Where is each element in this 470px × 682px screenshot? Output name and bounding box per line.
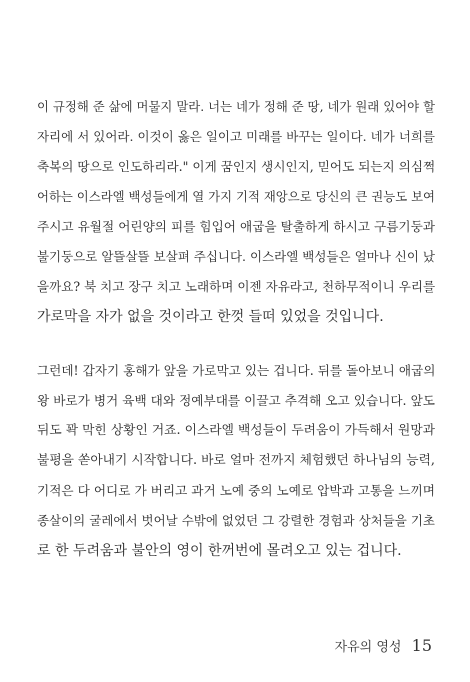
page-footer: [335, 636, 432, 655]
text-line: 로 한 두려움과 불안의 영이 한꺼번에 몰려오고 있는 겁니다.: [37, 543, 402, 559]
running-footer-title: 자유의 영성: [334, 640, 402, 655]
page-number: 15: [411, 636, 432, 655]
text-line: 자리에 서 있어라. 이것이 옳은 일이고 미래를 바꾸는 일이다. 네가 너희를: [37, 129, 435, 144]
paragraph-1: [37, 92, 435, 332]
text-line: 이 규정해 준 삶에 머물지 말라. 너는 네가 정해 준 땅, 네가 원래 있어야 할: [37, 100, 435, 114]
text-line: 그런데! 갑자기 홍해가 앞을 가로막고 있는 겁니다. 뒤를 돌아보니 애굽의: [37, 363, 436, 378]
text-line: 주시고 유월절 어린양의 피를 힘입어 애굽을 탈출하게 하시고 구름기둥과: [37, 219, 435, 234]
text-line: 기적은 다 어디로 가 버리고 과거 노예 중의 노예로 압박과 고통을 느끼며: [37, 483, 435, 498]
text-line: 불기둥으로 알뜰살뜰 보살펴 주십니다. 이스라엘 백성들은 얼마나 신이 났: [37, 249, 435, 264]
text-line: 종살이의 굴레에서 벗어날 수밖에 없었던 그 강렬한 경험과 상처들을 기초: [37, 513, 435, 528]
text-line: 왕 바로가 병거 육백 대와 정예부대를 이끌고 추격해 오고 있습니다. 앞도: [37, 393, 435, 408]
text-line: 축복의 땅으로 인도하리라." 이게 꿈인지 생시인지, 믿어도 되는지 의심쩍: [37, 159, 436, 174]
text-line: 뒤도 꽉 막힌 상황인 거죠. 이스라엘 백성들이 두려움이 가득해서 원망과: [37, 423, 435, 438]
paragraph-2: [37, 356, 435, 566]
text-line: 가로막을 자가 없을 것이라고 한껏 들떠 있었을 것입니다.: [37, 309, 384, 325]
text-line: 어하는 이스라엘 백성들에게 열 가지 기적 재앙으로 당신의 큰 권능도 보여: [37, 190, 435, 204]
text-line: 불평을 쏟아내기 시작합니다. 바로 얼마 전까지 체험했던 하나님의 능력,: [37, 453, 435, 468]
text-line: 을까요? 북 치고 장구 치고 노래하며 이젠 자유라고, 천하무적이니 우리를: [37, 279, 436, 294]
